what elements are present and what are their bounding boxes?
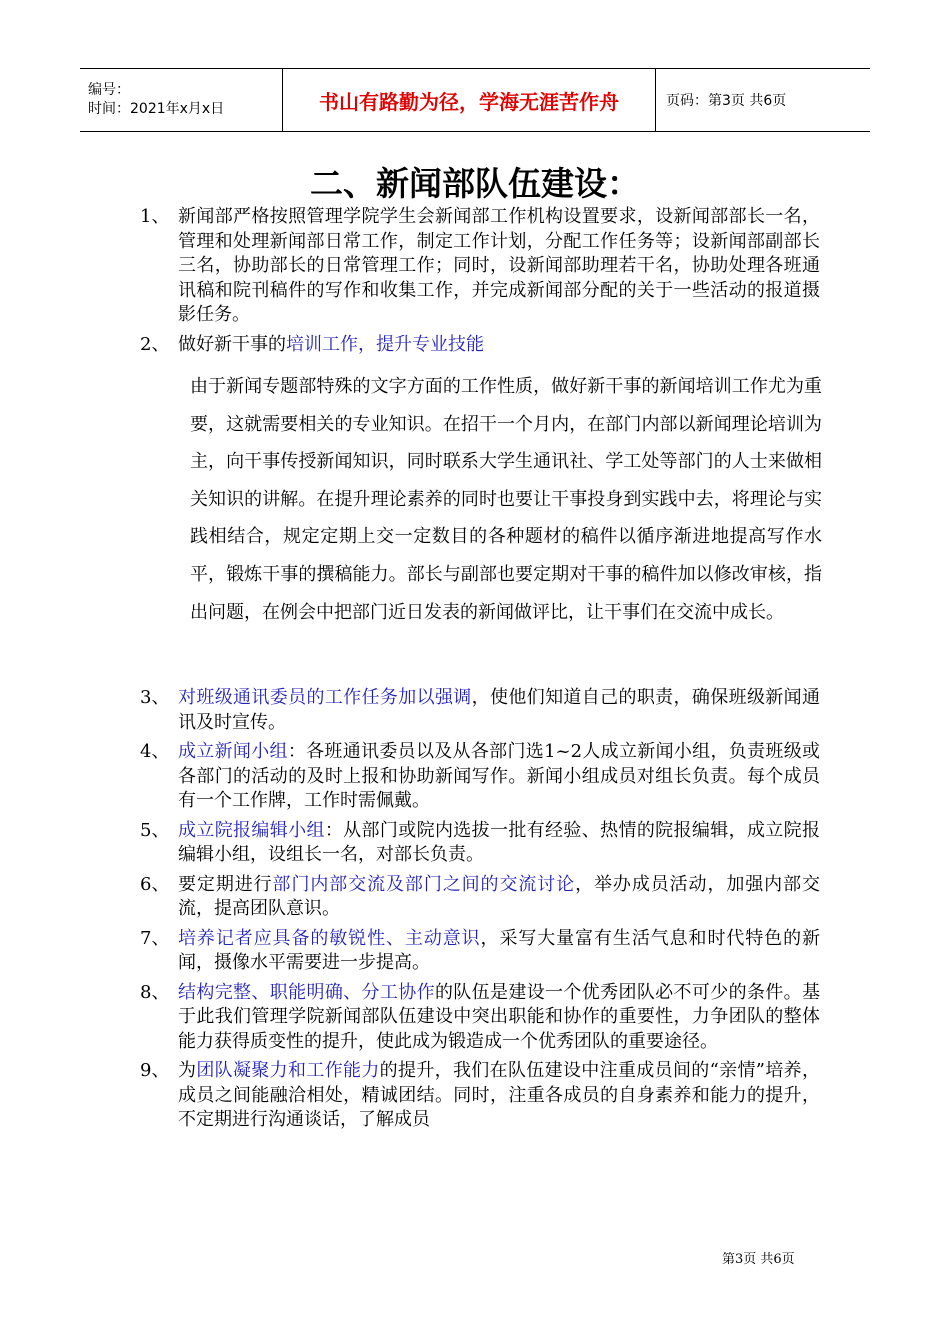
list-item-number: 4、 [140,741,170,763]
highlighted-text: 结构完整、职能明确、分工协作 [178,981,435,1003]
item-text: 的队伍是建设一个优秀团队必不可少的条件。基于此我们管理学院新闻部队伍建设中突出职能和协作的重要性，力争团队的整体能力获得质变性的提升，使此成为锻造成一个优秀团队的重要途径。 [178,981,821,1052]
header-right-cell [656,69,870,131]
item-text: 新闻部严格按照管理学院学生会新闻部工作机构设置要求，设新闻部部长一名，管理和处理新闻部日常工作，制定工作计划，分配工作任务等；设新闻部副部长三名，协助部长的日常管理工作；同时，设新闻部助理若干名，协助处理各班通讯稿和院刊稿件的写作和收集工作，并完成新闻部分配的关于一些活动的报道摄影任务。 [178,206,820,325]
highlighted-text: 成立新闻小组 [178,741,288,763]
motto: 书山有路勤为径，学海无涯苦作舟 [319,89,619,114]
list-item [140,819,820,868]
item-list-1 [140,205,820,357]
highlighted-text: 培养记者应具备的敏锐性、主动意识 [178,927,481,949]
page-label: 页码：第3页 共6页 [666,93,787,109]
item-text: 做好新干事的 [178,333,286,355]
list-item-number: 9、 [140,1060,170,1082]
item-text: 的提升，我们在队伍建设中注重成员间的“亲情”培养，成员之间能融洽相处，精诚团结。同时，注重各成员的自身素养和能力的提升，不定期进行沟通谈话，了解成员 [178,1060,821,1131]
page-title: 二、新闻部队伍建设： [310,164,640,203]
list-item [140,740,820,814]
highlighted-text: 部门内部交流及部门之间的交流讨论 [272,873,576,895]
item-text: ，举办成员活动，加强内部交流，提高团队意识。 [178,873,821,920]
list-item [140,333,820,358]
spacer [140,631,820,686]
page-footer: 第3页 共6页 [722,1252,795,1267]
document-body [140,205,820,1138]
number-label: 编号： [88,82,130,98]
list-item [140,686,820,735]
list-item [140,873,820,922]
item-text: 为 [178,1060,197,1082]
list-item-number: 5、 [140,819,170,841]
header-motto-cell [282,69,656,131]
list-item [140,981,820,1055]
item-text: ：各班通讯委员以及从各部门选1~2人成立新闻小组，负责班级或各部门的活动的及时上报和协助新闻写作。新闻小组成员对组长负责。每个成员有一个工作牌，工作时需佩戴。 [178,741,821,812]
highlighted-text: 团队凝聚力和工作能力 [196,1060,380,1082]
list-item [140,927,820,976]
item-text: ，采写大量富有生活气息和时代特色的新闻，摄像水平需要进一步提高。 [178,927,820,974]
item-text: ，使他们知道自己的职责，确保班级新闻通讯及时宣传。 [178,687,821,733]
list-item-number: 2、 [140,333,170,355]
list-item-number: 3、 [140,687,170,709]
list-item-number: 6、 [140,873,170,895]
list-item-number: 1、 [140,206,170,227]
header-table [80,68,870,132]
list-item [140,1059,820,1133]
list-item [140,205,820,328]
time-label: 时间：2021年x月x日 [88,101,225,117]
item-list-2 [140,686,820,1133]
highlighted-text: 对班级通讯委员的工作任务加以强调 [178,687,472,709]
highlighted-text: 成立院报编辑小组 [178,819,325,841]
item-text: 要定期进行 [178,873,273,895]
training-paragraph: 由于新闻专题部特殊的文字方面的工作性质，做好新干事的新闻培训工作尤为重要，这就需要相关的专业知识。在招干一个月内，在部门内部以新闻理论培训为主，向干事传授新闻知识，同时联系大学生通讯社、学工处等部门的人士来做相关知识的讲解。在提升理论素养的同时也要让干事投身到实践中去，将理论与实践相结合，规定定期上交一定数目的各种题材的稿件以循序渐进地提高写作水平，锻炼干事的撰稿能力。部长与副部也要定期对干事的稿件加以修改审核，指出问题，在例会中把部门近日发表的新闻做评比，让干事们在交流中成长。 [190,376,822,623]
header-left-cell [80,69,282,131]
list-item-number: 7、 [140,927,170,949]
item-text: ：从部门或院内选拔一批有经验、热情的院报编辑，成立院报编辑小组，设组长一名，对部长负责。 [178,819,821,866]
list-item-number: 8、 [140,981,170,1003]
highlighted-text: 培训工作，提升专业技能 [286,333,484,355]
